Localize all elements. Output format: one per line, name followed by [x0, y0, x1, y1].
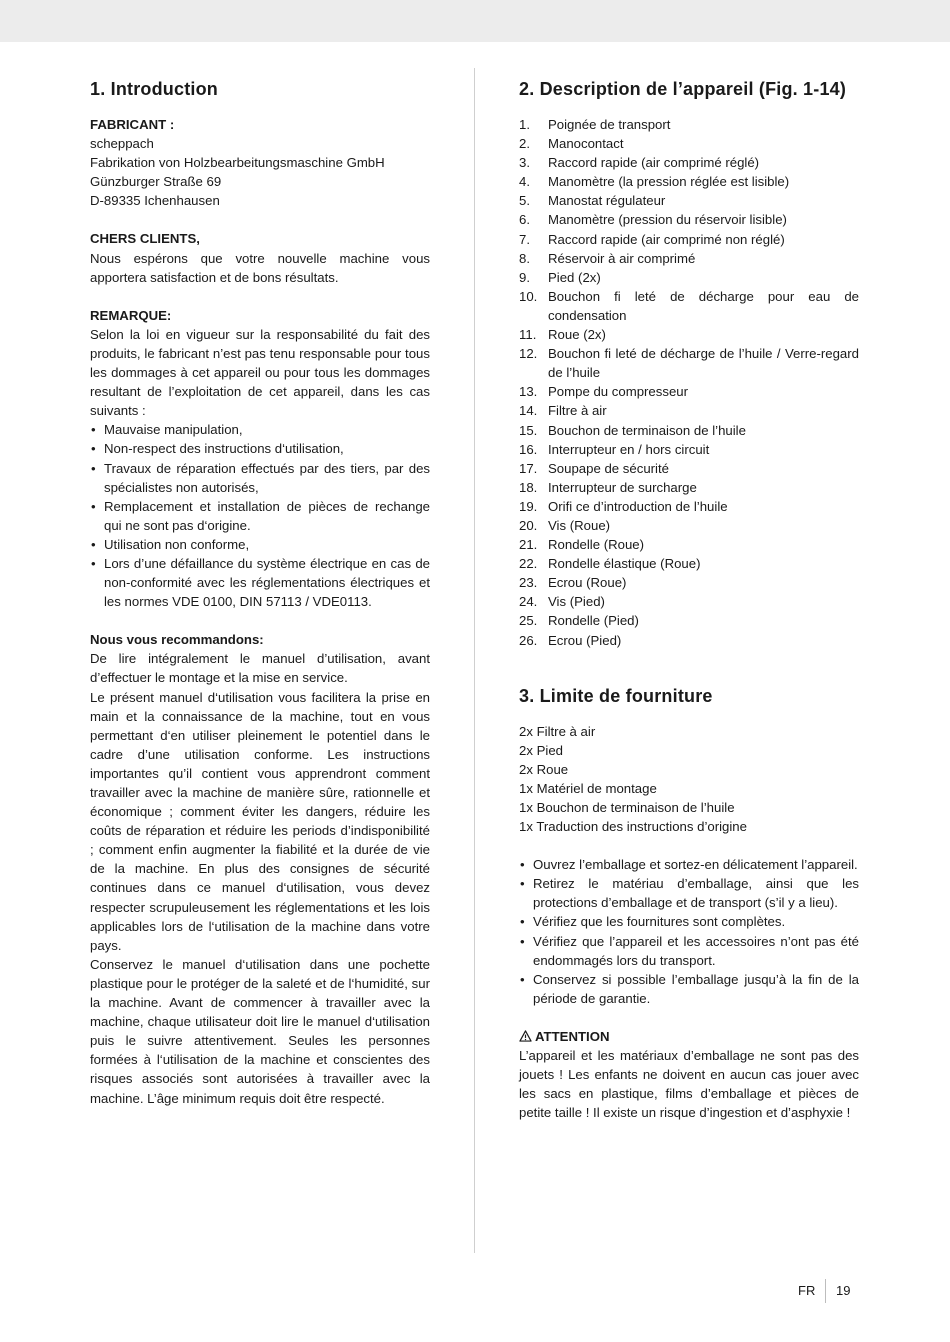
customers-text: Nous espérons que votre nouvelle machine vous apportera satisfaction et de bons résultats. — [90, 250, 430, 285]
item-text: Manomètre (pression du réservoir lisible) — [548, 212, 787, 228]
parts-list-item — [519, 516, 859, 535]
item-text: Bouchon fi leté de décharge de l’huile / Verre-regard de l’huile — [548, 346, 859, 381]
top-band — [0, 0, 950, 42]
item-number: 12. — [519, 346, 538, 362]
item-text: Pompe du compresseur — [548, 384, 689, 400]
item-text: Vis (Roue) — [548, 517, 611, 533]
parts-list-item — [519, 497, 859, 516]
list-item: • Travaux de réparation effectués par des tiers, par des spécialistes non autorisés, — [90, 459, 430, 497]
item-number: 10. — [519, 288, 538, 304]
remark-bullet-list — [90, 420, 430, 611]
manufacturer-block — [90, 115, 430, 210]
item-text: Rondelle (Pied) — [548, 613, 639, 629]
left-column — [90, 76, 430, 1108]
list-item: • Vérifiez que les fournitures sont complètes. — [519, 912, 859, 931]
parts-list-item — [519, 535, 859, 554]
introduction-heading: 1. Introduction — [90, 79, 218, 99]
item-number: 8. — [519, 250, 530, 266]
parts-list-item — [519, 210, 859, 229]
attention-text: L’appareil et les matériaux d’emballage ne sont pas des jouets ! Les enfants ne doivent en aucun cas jouer avec les sacs en plastique, films d’emballage et pièces de petite taille ! Il existe un risque d’ingestion et d’asphyxie ! — [519, 1048, 859, 1121]
list-item: • Mauvaise manipulation, — [90, 420, 430, 439]
column-divider — [474, 68, 475, 1253]
item-text: Manocontact — [548, 136, 624, 152]
parts-list — [519, 115, 859, 650]
parts-list-item — [519, 191, 859, 210]
list-item: • Vérifiez que l’appareil et les accessoires n’ont pas été endommagés lors du transport. — [519, 932, 859, 970]
item-text: Soupape de sécurité — [548, 460, 669, 476]
scope-item: 2x Pied — [519, 742, 563, 758]
parts-list-item — [519, 592, 859, 611]
item-number: 7. — [519, 231, 530, 247]
parts-list-item — [519, 115, 859, 134]
parts-list-item — [519, 631, 859, 650]
item-number: 18. — [519, 479, 538, 495]
parts-list-item — [519, 268, 859, 287]
item-number: 16. — [519, 441, 538, 457]
remark-text: Selon la loi en vigueur sur la responsabilité du fait des produits, le fabricant n’est pas tenu responsable pour tous les dommages à cet appareil ou pour tous les dommages resultant de l’exploitation de cet appareil, dans les cas suivants : — [90, 326, 430, 419]
item-number: 20. — [519, 517, 538, 533]
item-text: Ecrou (Pied) — [548, 632, 622, 648]
attention-block — [519, 1027, 859, 1122]
list-item: • Retirez le matériau d’emballage, ainsi que les protections d’emballage et de transport (s’il y a lieu). — [519, 874, 859, 912]
item-number: 1. — [519, 117, 530, 132]
right-column — [519, 76, 859, 1122]
item-text: Raccord rapide (air comprimé réglé) — [548, 155, 760, 171]
language-code: FR — [798, 1283, 816, 1298]
parts-list-item — [519, 172, 859, 191]
item-number: 22. — [519, 556, 538, 572]
parts-list-item — [519, 249, 859, 268]
page-number: 19 — [836, 1283, 851, 1298]
item-text: Rondelle élastique (Roue) — [548, 556, 701, 572]
parts-list-item — [519, 287, 859, 325]
manufacturer-line: D-89335 Ichenhausen — [90, 193, 220, 209]
parts-list-item — [519, 554, 859, 573]
parts-list-item — [519, 134, 859, 153]
item-number: 17. — [519, 460, 538, 476]
parts-list-item — [519, 421, 859, 440]
item-number: 23. — [519, 575, 538, 591]
item-text: Manomètre (la pression réglée est lisible) — [548, 174, 790, 190]
parts-list-item — [519, 344, 859, 382]
item-text: Vis (Pied) — [548, 594, 605, 610]
item-number: 2. — [519, 136, 530, 152]
item-text: Bouchon de terminaison de l’huile — [548, 422, 746, 438]
item-number: 5. — [519, 193, 530, 209]
item-number: 24. — [519, 594, 538, 610]
warning-icon — [519, 1030, 532, 1042]
scope-item: 1x Traduction des instructions d’origine — [519, 819, 747, 835]
parts-list-item — [519, 459, 859, 478]
item-text: Pied (2x) — [548, 269, 601, 285]
item-text: Filtre à air — [548, 403, 607, 419]
list-item: • Conservez si possible l’emballage jusqu’à la fin de la période de garantie. — [519, 970, 859, 1008]
scope-item: 1x Matériel de montage — [519, 780, 657, 796]
manufacturer-line: Günzburger Straße 69 — [90, 174, 222, 190]
item-text: Ecrou (Roue) — [548, 575, 627, 591]
item-number: 19. — [519, 498, 538, 514]
recommend-paragraph: De lire intégralement le manuel d’utilisation, avant d’effectuer le montage et la mise en service. — [90, 651, 430, 686]
item-text: Poignée de transport — [548, 117, 671, 132]
item-number: 26. — [519, 632, 538, 648]
item-number: 9. — [519, 269, 530, 285]
item-text: Roue (2x) — [548, 327, 606, 343]
list-item: • Utilisation non conforme, — [90, 535, 430, 554]
list-item: • Remplacement et installation de pièces de rechange qui ne sont pas d‘origine. — [90, 497, 430, 535]
item-number: 6. — [519, 212, 530, 228]
scope-item: 1x Bouchon de terminaison de l’huile — [519, 800, 735, 815]
footer-separator — [825, 1279, 826, 1303]
list-item: • Non-respect des instructions d‘utilisation, — [90, 439, 430, 458]
parts-list-item — [519, 401, 859, 420]
parts-list-item — [519, 440, 859, 459]
recommend-label: Nous vous recommandons: — [90, 632, 264, 648]
item-text: Interrupteur de surcharge — [548, 479, 697, 495]
item-number: 11. — [519, 327, 537, 343]
item-text: Rondelle (Roue) — [548, 537, 645, 553]
customers-block — [90, 229, 430, 286]
item-number: 4. — [519, 174, 530, 190]
remark-label: REMARQUE: — [90, 307, 172, 323]
parts-list-item — [519, 382, 859, 401]
item-number: 13. — [519, 384, 538, 400]
remark-block — [90, 306, 430, 612]
scope-heading: 3. Limite de fourniture — [519, 685, 713, 706]
parts-list-item — [519, 325, 859, 344]
parts-list-item — [519, 573, 859, 592]
parts-list-item — [519, 611, 859, 630]
manufacturer-line: Fabrikation von Holzbearbeitungsmaschine GmbH — [90, 155, 385, 171]
item-text: Réservoir à air comprimé — [548, 250, 696, 266]
item-number: 25. — [519, 613, 538, 629]
item-text: Manostat régulateur — [548, 193, 666, 209]
item-text: Raccord rapide (air comprimé non réglé) — [548, 231, 785, 247]
recommend-paragraph: Conservez le manuel d‘utilisation dans une pochette plastique pour le protéger de la saleté et de l‘humidité, sur la machine. Avant de commencer à travailler avec la machine, chaque utilisateur doit lire le manuel d‘utilisation puis le suivre attentivement. Seules les personnes formées à l‘utilisation de la machine et conscientes des risques associés sont autorisées à travailler avec la machine. L’âge minimum requis doit être respecté. — [90, 956, 430, 1106]
manufacturer-line: scheppach — [90, 136, 154, 152]
scope-item: 2x Filtre à air — [519, 723, 596, 739]
parts-list-item — [519, 230, 859, 249]
attention-label: ATTENTION — [535, 1028, 610, 1044]
item-number: 3. — [519, 155, 530, 171]
unpacking-bullet-list — [519, 855, 859, 1008]
scope-items — [519, 722, 859, 837]
list-item: • Ouvrez l’emballage et sortez-en délicatement l’appareil. — [519, 855, 859, 874]
item-text: Bouchon fi leté de décharge pour eau de condensation — [548, 288, 859, 323]
item-number: 14. — [519, 403, 538, 419]
recommend-paragraph: Le présent manuel d‘utilisation vous facilitera la prise en main et la connaissance de la machine, tout en vous permettant d‘en utiliser pleinement le potentiel dans le cadre d’une utilisation conforme. Les instructions importantes qu’il contient vous apprendront comment travailler avec la machine de manière sûre, rationnelle et économique ; comment éviter les dangers, réduire les coûts de réparation et réduire les periods d’indisponibilité ; comment enfin augmenter la fiabilité et la durée de vie de la machine. En plus des consignes de sécurité continues dans ce manuel d‘utilisation, vous devez respecter scrupuleusement les réglementations et les lois applicables lors de l‘utilisation de la machine dans votre pays. — [90, 689, 430, 953]
item-number: 21. — [519, 537, 538, 553]
item-number: 15. — [519, 422, 538, 438]
item-text: Interrupteur en / hors circuit — [548, 441, 710, 457]
scope-item: 2x Roue — [519, 761, 569, 777]
item-text: Orifi ce d’introduction de l’huile — [548, 498, 728, 514]
recommend-block — [90, 630, 430, 1107]
description-heading: 2. Description de l’appareil (Fig. 1-14) — [519, 79, 847, 99]
parts-list-item — [519, 478, 859, 497]
customers-label: CHERS CLIENTS, — [90, 231, 200, 247]
manufacturer-label: FABRICANT : — [90, 117, 175, 132]
parts-list-item — [519, 153, 859, 172]
list-item: • Lors d’une défaillance du système électrique en cas de non-conformité avec les réglementations électriques et les normes VDE 0100, DIN 57113 / VDE0113. — [90, 554, 430, 611]
